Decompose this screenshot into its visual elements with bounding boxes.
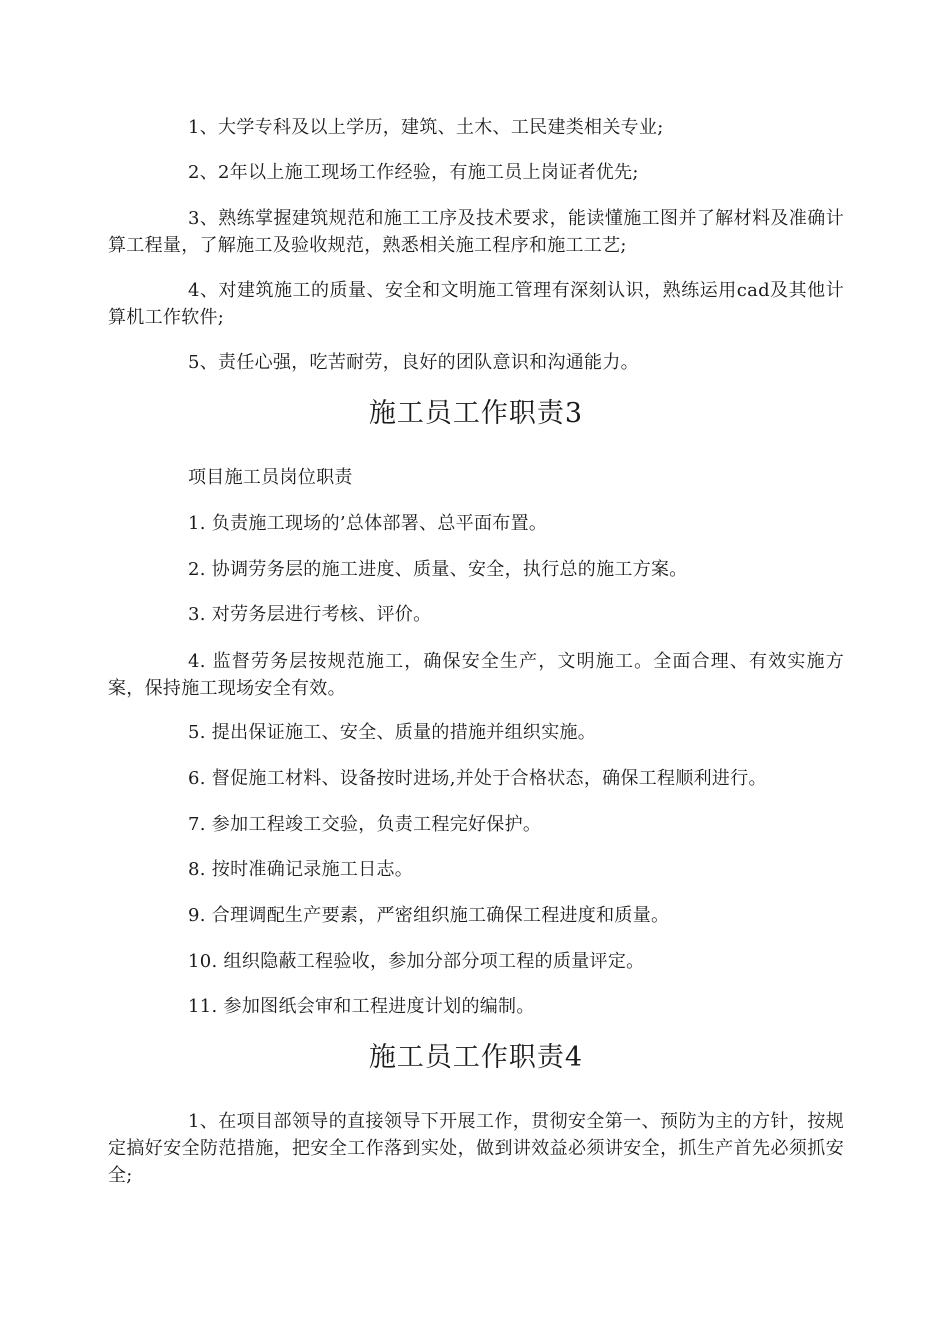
requirement-item-2: 2、2年以上施工现场工作经验，有施工员上岗证者优先;: [188, 162, 639, 183]
duty-item-6: 6. 督促施工材料、设备按时进场,并处于合格状态，确保工程顺利进行。: [188, 768, 767, 789]
duty-item-9: 9. 合理调配生产要素，严密组织施工确保工程进度和质量。: [188, 905, 670, 926]
requirement-item-5: 5、责任心强，吃苦耐劳，良好的团队意识和沟通能力。: [188, 352, 639, 373]
duty-item-5: 5. 提出保证施工、安全、质量的措施并组织实施。: [188, 722, 597, 743]
duty-item-7: 7. 参加工程竣工交验，负责工程完好保护。: [188, 814, 542, 835]
section-3-title: 施工员工作职责3: [368, 398, 584, 429]
duty-item-3: 3. 对劳务层进行考核、评价。: [188, 604, 432, 625]
requirement-item-1: 1、大学专科及以上学历，建筑、土木、工民建类相关专业;: [188, 117, 664, 138]
duty-item-4: 4. 监督劳务层按规范施工，确保安全生产，文明施工。全面合理、有效实施方案，保持施工现场安全有效。: [108, 651, 844, 699]
requirement-item-3: 3、熟练掌握建筑规范和施工工序及技术要求，能读懂施工图并了解材料及准确计算工程量，了解施工及验收规范，熟悉相关施工程序和施工工艺;: [108, 208, 844, 256]
requirement-item-4: 4、对建筑施工的质量、安全和文明施工管理有深刻认识，熟练运用cad及其他计算机工作软件;: [108, 280, 844, 328]
section-4-item-1: 1、在项目部领导的直接领导下开展工作，贯彻安全第一、预防为主的方针，按规定搞好安全防范措施，把安全工作落到实处，做到讲效益必须讲安全，抓生产首先必须抓安全;: [108, 1111, 844, 1186]
duty-item-2: 2. 协调劳务层的施工进度、质量、安全，执行总的施工方案。: [188, 559, 688, 580]
duty-item-11: 11. 参加图纸会审和工程进度计划的编制。: [188, 996, 535, 1017]
section-4-title: 施工员工作职责4: [368, 1042, 584, 1073]
duty-item-1: 1. 负责施工现场的’总体部署、总平面布置。: [188, 513, 548, 534]
duty-item-10: 10. 组织隐蔽工程验收，参加分部分项工程的质量评定。: [188, 951, 645, 972]
duty-item-8: 8. 按时准确记录施工日志。: [188, 859, 414, 880]
section-3-subtitle: 项目施工员岗位职责: [188, 467, 353, 488]
